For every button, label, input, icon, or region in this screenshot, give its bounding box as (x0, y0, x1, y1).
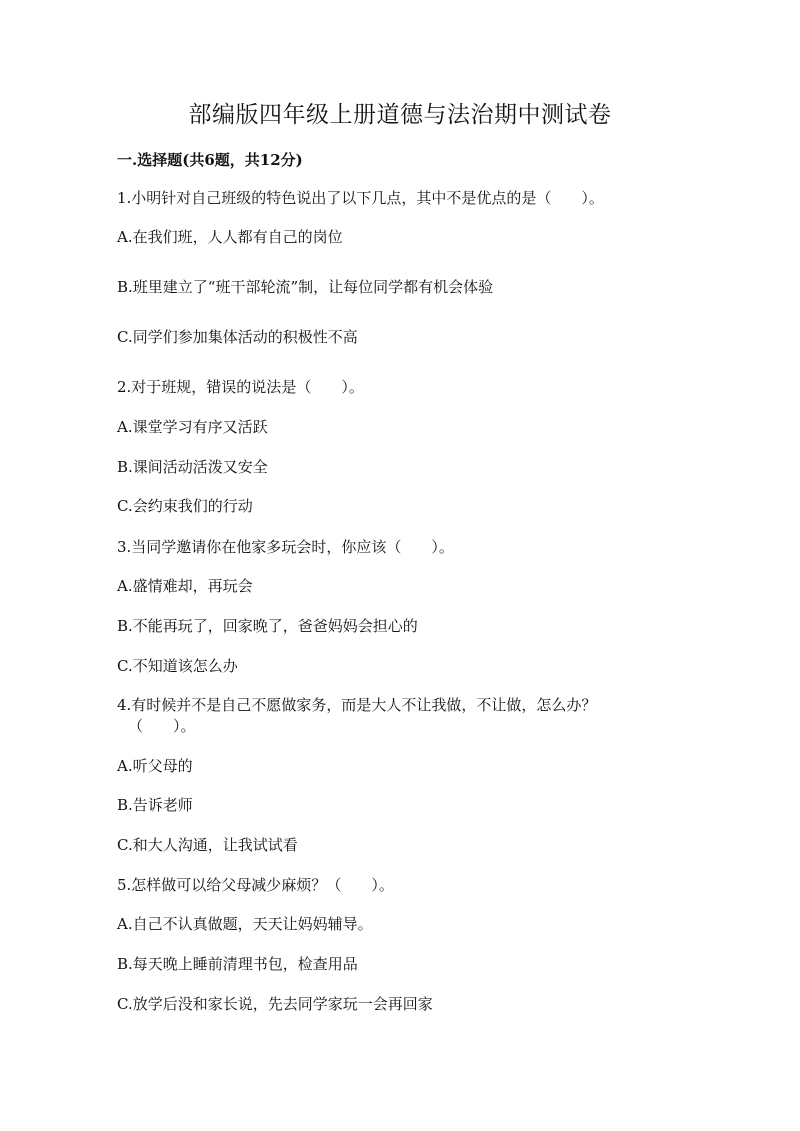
question-4-option-b: B.告诉老师 (117, 796, 193, 814)
question-1-option-a: A.在我们班，人人都有自己的岗位 (117, 228, 343, 246)
question-4-stem-continued: （ ）。 (128, 717, 196, 735)
question-4-option-c: C.和大人沟通，让我试试看 (117, 836, 298, 854)
question-2-option-a: A.课堂学习有序又活跃 (117, 418, 268, 436)
question-3-option-c: C.不知道该怎么办 (117, 657, 238, 675)
question-2-option-c: C.会约束我们的行动 (117, 497, 253, 515)
question-1-stem: 1.小明针对自己班级的特色说出了以下几点，其中不是优点的是（ ）。 (117, 189, 604, 207)
question-5-stem: 5.怎样做可以给父母减少麻烦？（ ）。 (117, 876, 394, 894)
question-1-option-c: C.同学们参加集体活动的积极性不高 (117, 328, 358, 346)
question-5-option-c: C.放学后没和家长说，先去同学家玩一会再回家 (117, 995, 433, 1013)
question-3-option-a: A.盛情难却，再玩会 (117, 577, 253, 595)
question-2-stem: 2.对于班规，错误的说法是（ ）。 (117, 378, 364, 396)
question-4-stem: 4.有时候并不是自己不愿做家务，而是大人不让我做，不让做，怎么办？ (117, 696, 597, 714)
section-heading: 一.选择题(共6题，共12分) (117, 151, 303, 169)
exam-title: 部编版四年级上册道德与法治期中测试卷 (188, 102, 612, 128)
question-5-option-b: B.每天晚上睡前清理书包，检查用品 (117, 955, 358, 973)
question-4-option-a: A.听父母的 (117, 757, 193, 775)
question-3-stem: 3.当同学邀请你在他家多玩会时，你应该（ ）。 (117, 538, 454, 556)
question-2-option-b: B.课间活动活泼又安全 (117, 458, 268, 476)
question-3-option-b: B.不能再玩了，回家晚了，爸爸妈妈会担心的 (117, 617, 418, 635)
question-1-option-b: B.班里建立了“班干部轮流”制，让每位同学都有机会体验 (117, 278, 494, 296)
question-5-option-a: A.自己不认真做题，天天让妈妈辅导。 (117, 915, 373, 933)
